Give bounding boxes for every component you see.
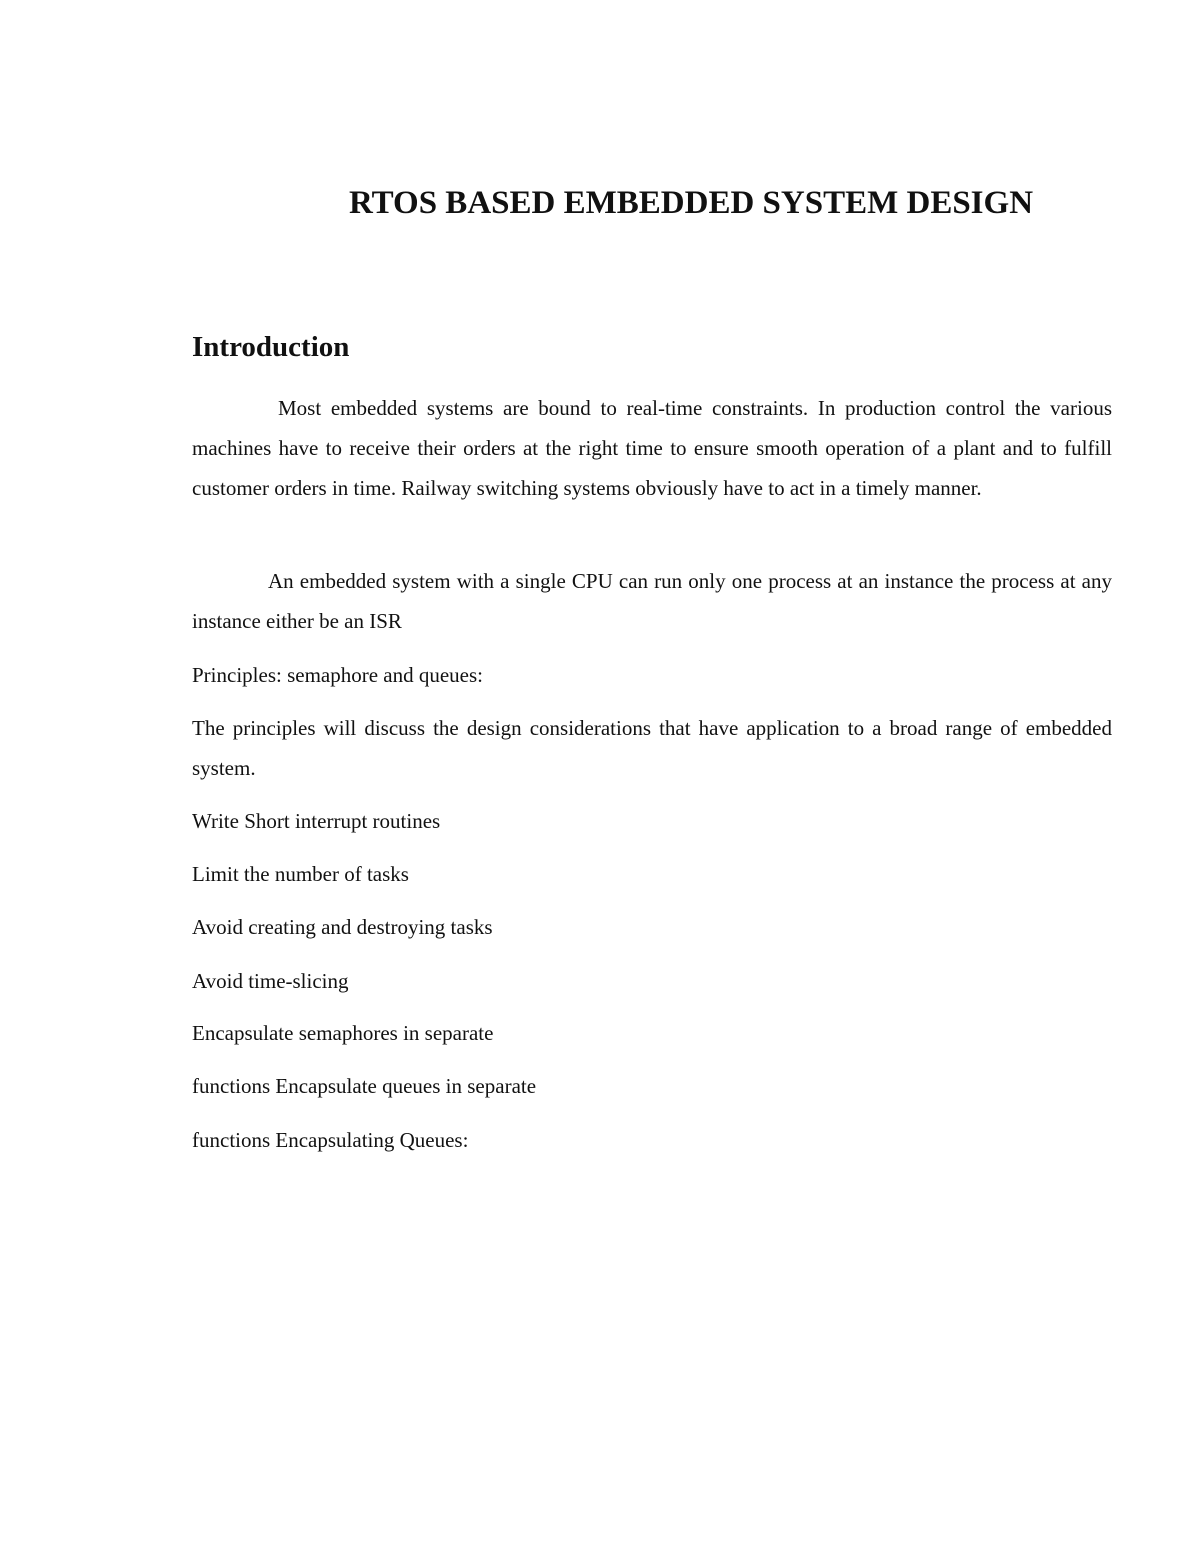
principle-line: Write Short interrupt routines — [192, 809, 441, 833]
principles-intro: The principles will discuss the design considerations that have application to a broad range of embedded system. — [192, 716, 1112, 780]
title-container — [190, 181, 1112, 225]
principle-line: Avoid time-slicing — [192, 969, 349, 993]
section-heading: Introduction — [192, 331, 350, 363]
principle-line: Avoid creating and destroying tasks — [192, 915, 493, 939]
principle-line: Encapsulate semaphores in separate — [192, 1021, 494, 1045]
principles-label: Principles: semaphore and queues: — [192, 663, 484, 687]
paragraph-single-cpu: An embedded system with a single CPU can run only one process at an instance the process at any instance either be an ISR — [192, 569, 1112, 633]
principle-line: functions Encapsulating Queues: — [192, 1128, 469, 1152]
paragraph-realtime-constraints: Most embedded systems are bound to real-time constraints. In production control the various machines have to receive their orders at the right time to ensure smooth operation of a plant and to fulfill customer orders in time. Railway switching systems obviously have to act in a timely manner. — [192, 396, 1112, 500]
document-title: RTOS BASED EMBEDDED SYSTEM DESIGN — [348, 185, 1034, 221]
principle-line: Limit the number of tasks — [192, 862, 409, 886]
principle-line: functions Encapsulate queues in separate — [192, 1074, 537, 1098]
